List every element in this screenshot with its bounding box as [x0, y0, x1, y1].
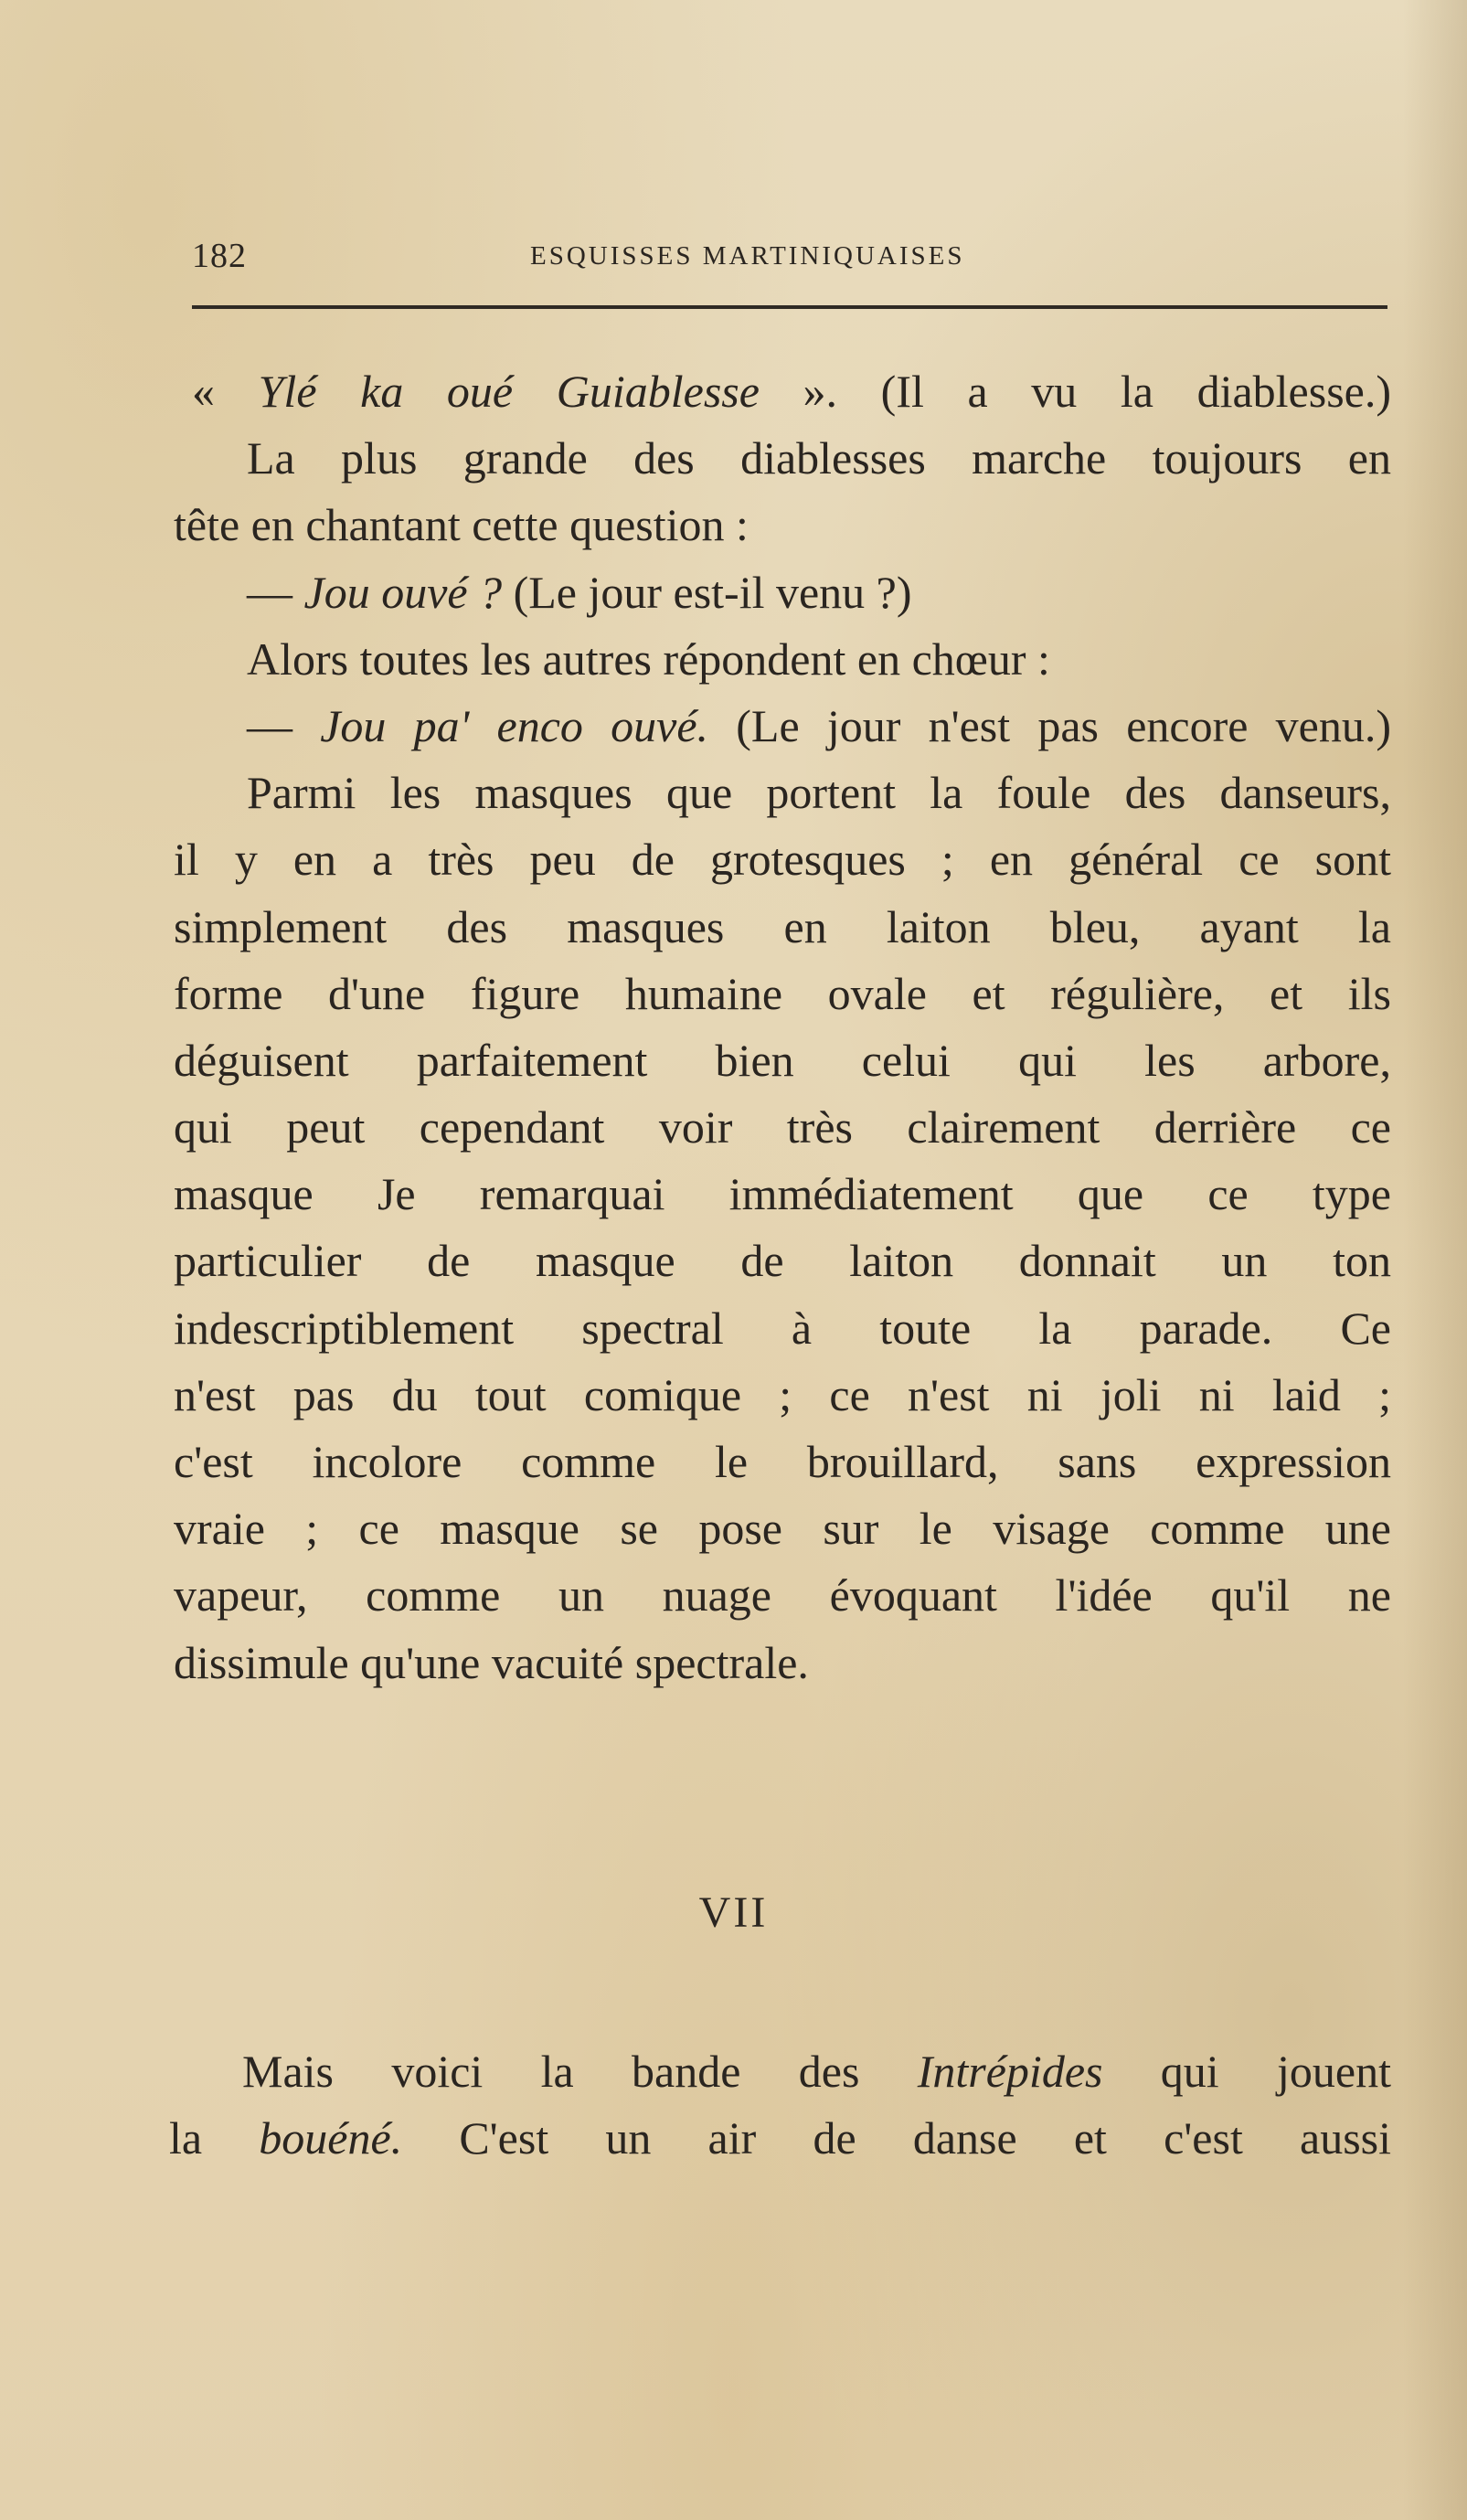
- group-name: Intrépides: [917, 2046, 1103, 2097]
- creole-phrase: Jou pa' enco ouvé.: [320, 699, 709, 751]
- text-line: n'est pas du tout comique ; ce n'est ni joli ni laid ;: [174, 1368, 1391, 1420]
- running-title: ESQUISSES MARTINIQUAISES: [530, 241, 965, 271]
- text-line: forme d'une figure humaine ovale et régulière, et ils: [174, 967, 1391, 1019]
- section-body: [169, 2036, 1391, 2170]
- text-line: qui peut cependant voir très clairement derrière ce: [174, 1101, 1391, 1154]
- text-line: tête en chantant cette question :: [174, 499, 749, 551]
- text-line: La plus grande des diablesses marche toujours en: [247, 432, 1391, 484]
- dance-name: bouéné.: [259, 2112, 403, 2164]
- text-line: simplement des masques en laiton bleu, ayant la: [174, 900, 1391, 952]
- text-line: Parmi les masques que portent la foule des danseurs,: [247, 767, 1391, 819]
- text-line: — Jou pa' enco ouvé. (Le jour n'est pas encore venu.): [247, 699, 1392, 751]
- text-line: « Ylé ka oué Guiablesse ». (Il a vu la diablesse.): [192, 366, 1392, 417]
- running-head: [192, 236, 1387, 291]
- creole-phrase: Jou ouvé ?: [303, 566, 503, 618]
- creole-phrase: Ylé ka oué Guiablesse: [258, 366, 760, 417]
- text-line: Mais voici la bande des Intrépides qui jouent: [242, 2046, 1391, 2097]
- text-line: la bouéné. C'est un air de danse et c'est aussi: [169, 2112, 1392, 2164]
- section-heading: VII: [698, 1888, 769, 1937]
- text-line: c'est incolore comme le brouillard, sans expression: [174, 1436, 1391, 1487]
- text-line: indescriptiblement spectral à toute la parade. Ce: [174, 1302, 1391, 1354]
- text-line: masque Je remarquai immédiatement que ce type: [174, 1168, 1391, 1220]
- text-line: Alors toutes les autres répondent en chœur :: [247, 633, 1050, 685]
- page-number: 182: [192, 237, 247, 275]
- text-line: il y en a très peu de grotesques ; en général ce sont: [174, 834, 1391, 886]
- header-rule: [192, 305, 1387, 309]
- text-line: — Jou ouvé ? (Le jour est-il venu ?): [247, 566, 912, 618]
- text-line: vapeur, comme un nuage évoquant l'idée qu'il ne: [174, 1569, 1391, 1622]
- text-line: déguisent parfaitement bien celui qui les arbore,: [174, 1034, 1391, 1086]
- text-line: vraie ; ce masque se pose sur le visage comme une: [174, 1503, 1391, 1555]
- body-text: [174, 358, 1391, 1696]
- text-line: dissimule qu'une vacuité spectrale.: [174, 1636, 809, 1688]
- text-line: particulier de masque de laiton donnait un ton: [174, 1235, 1391, 1287]
